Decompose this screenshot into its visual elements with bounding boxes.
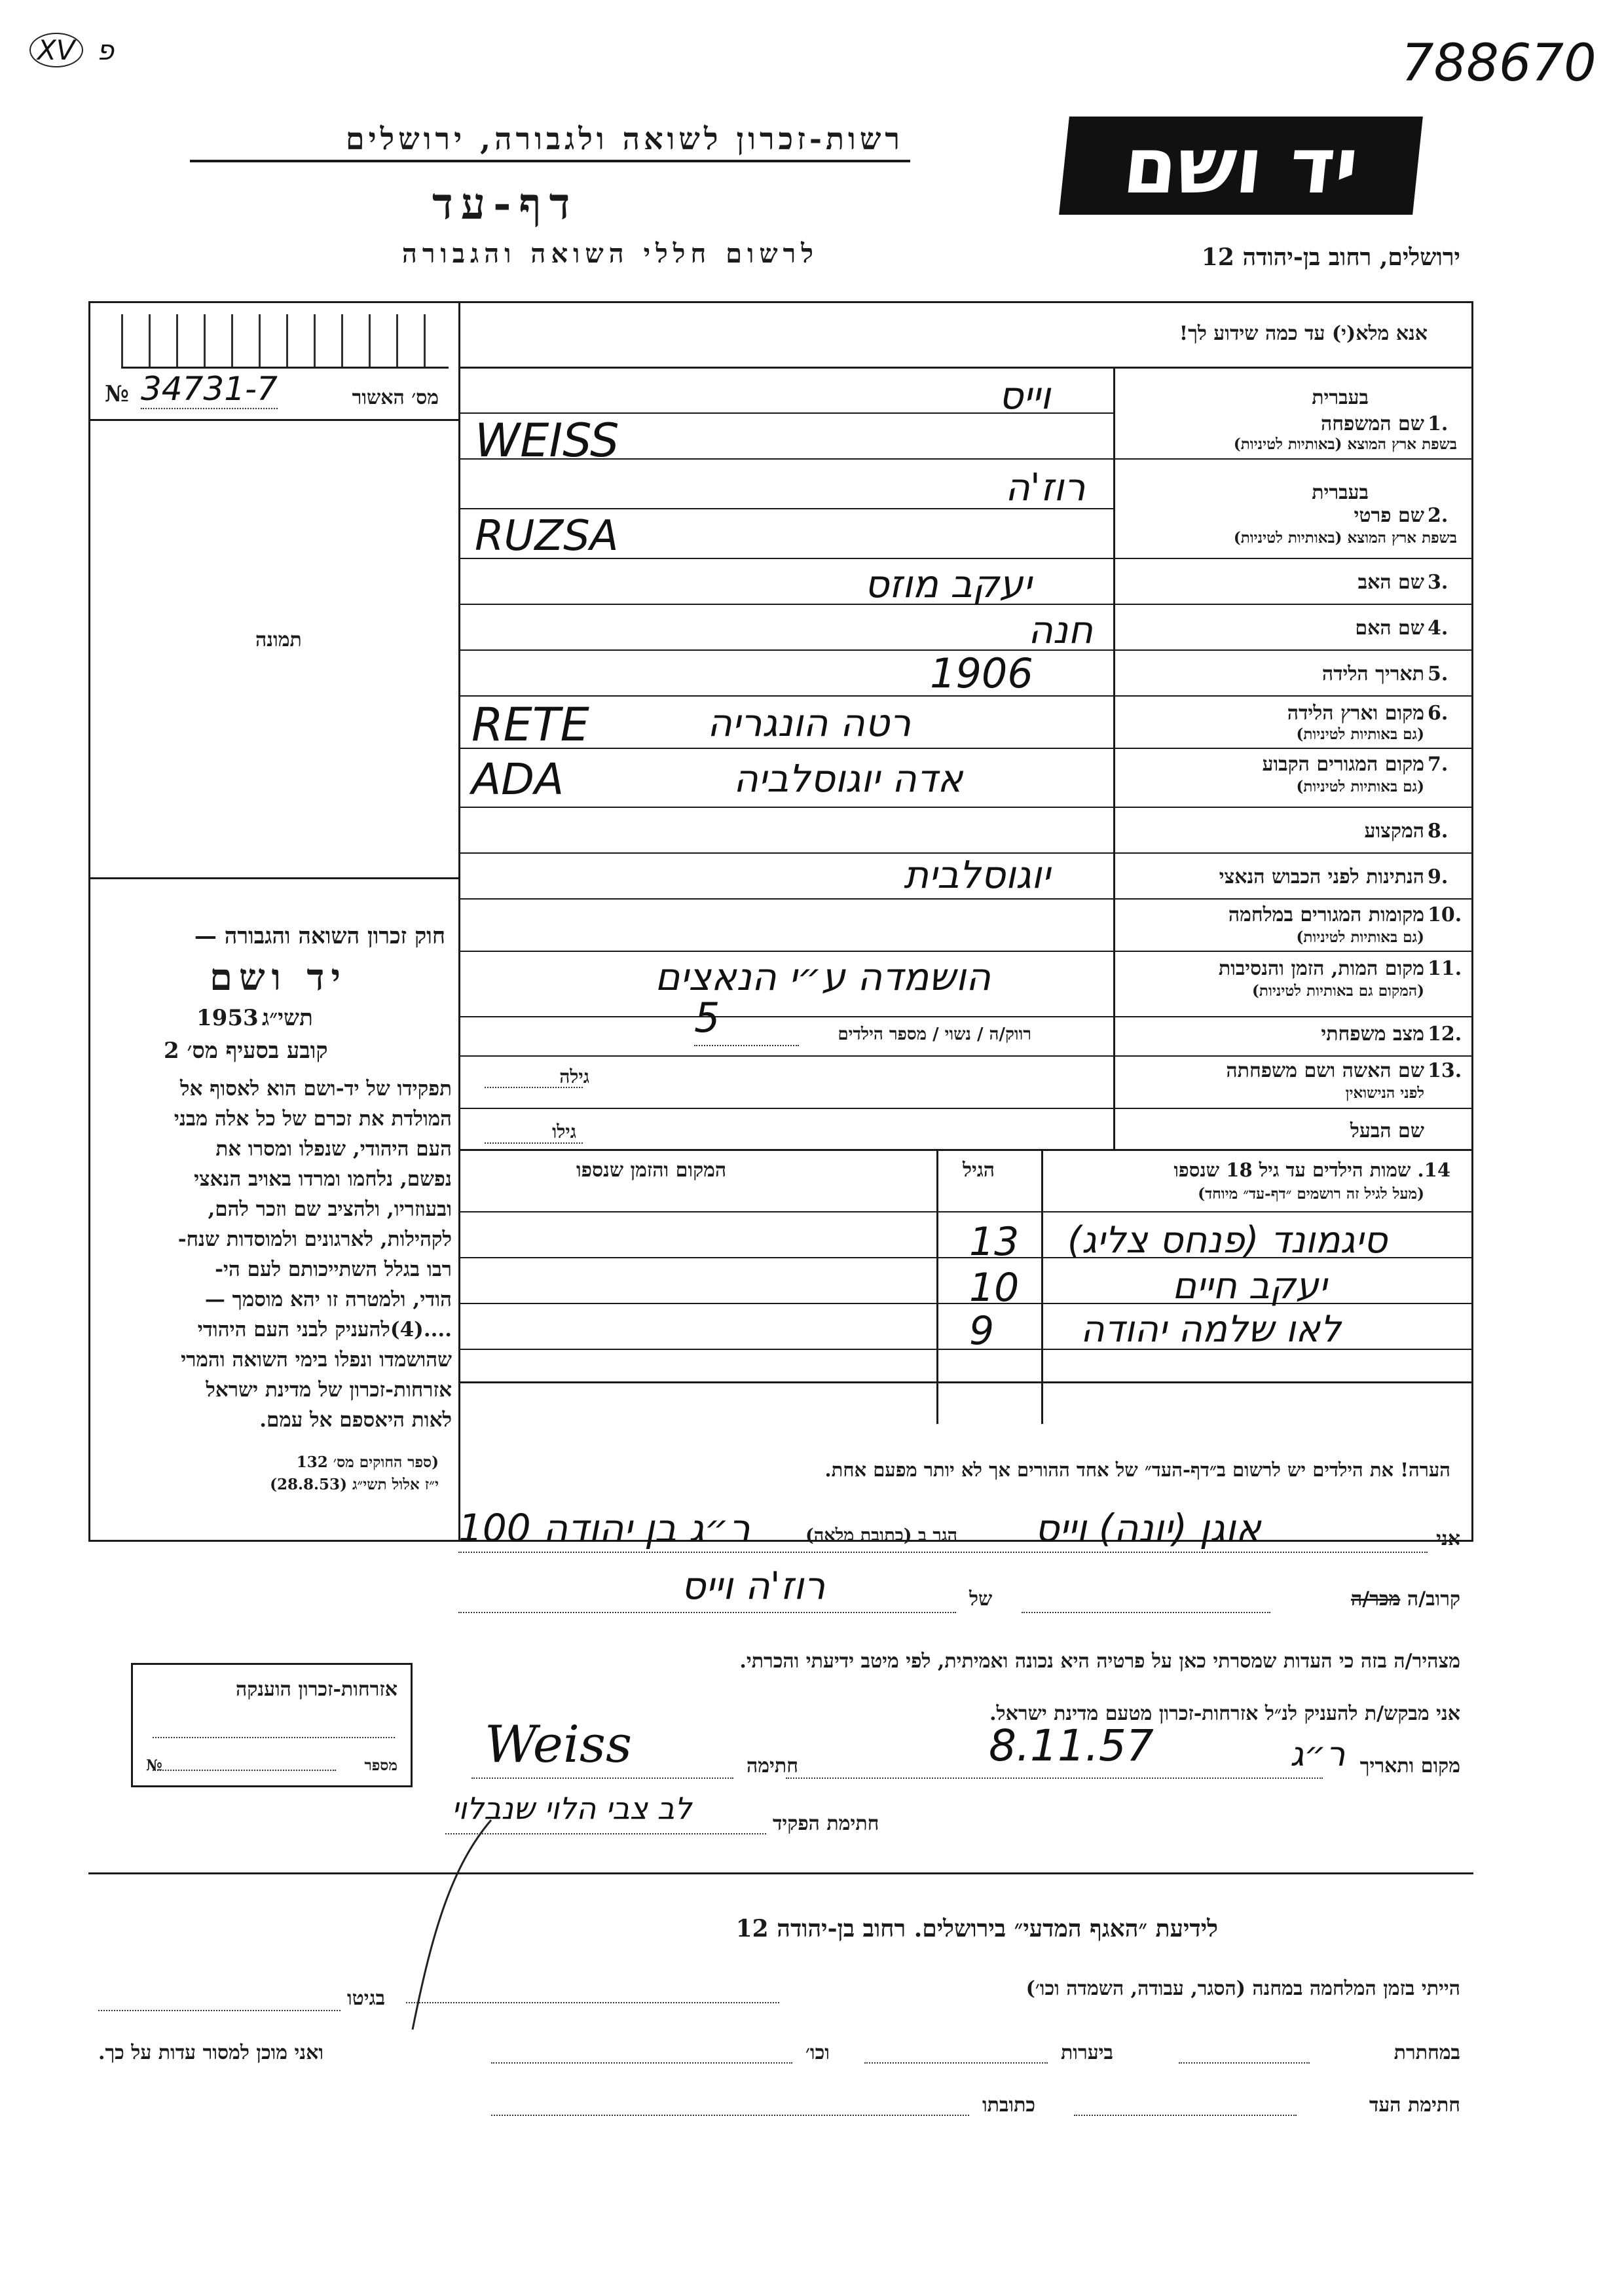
child-1-age: 13: [969, 1219, 1020, 1265]
field-11-sub: (המקום גם באותיות לטיניות): [1252, 982, 1424, 1000]
cert-number-prefix: №: [105, 381, 129, 407]
field-10-label: מקומות המגורים במלחמה: [1228, 903, 1424, 926]
field-1-latin-value: WEISS: [475, 414, 619, 467]
footer-forests: ביערות: [1061, 2041, 1114, 2064]
field-9-num: 9.: [1428, 866, 1449, 888]
field-3-value: יעקב מוזס: [864, 562, 1032, 606]
marital-options: רווק/ה / נשוי / מספר הילדים: [838, 1025, 1031, 1044]
field-7-sub: (גם באותיות לטיניות): [1296, 778, 1424, 795]
declaration-request: אני מבקש/ת להעניק לנ״ל אזרחות-זכרון מטעם מדינת ישראל.: [989, 1702, 1460, 1725]
children-header-note: (מעל לגיל זה רושמים ״דף-עד״ מיוחד): [1198, 1185, 1424, 1203]
footer-etc: וכו׳: [805, 2041, 830, 2064]
field-9-value: יוגוסלבית: [904, 852, 1050, 897]
child-3-name: לאו שלמה יהודה: [1080, 1308, 1341, 1351]
age-m-line: [485, 1142, 583, 1144]
declarant-address: ר״ג בן יהודה 100: [458, 1506, 750, 1550]
field-4-label: שם האם: [1355, 617, 1424, 640]
form-subtitle: לרשום חללי השואה והגבורה: [401, 238, 819, 269]
field-4-num: 4.: [1428, 617, 1449, 640]
address: ירושלים, רחוב בן-יהודה 12: [1201, 244, 1460, 271]
declarant-name: אוגן (יונה) וייס: [1035, 1506, 1261, 1550]
child-2-age: 10: [969, 1265, 1020, 1311]
footer-willing: ואני מוכן למסור עדות על כך.: [98, 2041, 324, 2064]
photo-label: תמונה: [255, 629, 302, 651]
place-date-line: [786, 1777, 1323, 1779]
officer-label: חתימת הפקיד: [773, 1812, 879, 1835]
place-value: ר״ג: [1290, 1735, 1346, 1774]
relative-name: רוז'ה וייס: [681, 1563, 826, 1608]
field-11-label: מקום המות, הזמן והנסיבות: [1218, 957, 1424, 980]
field-5-num: 5.: [1428, 663, 1449, 685]
cert-number-value: 34731-7: [141, 370, 278, 408]
margin-mark: XV פ: [29, 34, 114, 66]
of-label: של: [969, 1588, 993, 1611]
signature-label: חתימה: [747, 1755, 798, 1777]
signature: Weiss: [485, 1715, 632, 1774]
officer-signature: לב צבי הלוי שנבלוי: [452, 1791, 692, 1826]
footer-underground: במחתרת: [1393, 2041, 1460, 2064]
field-6-num: 6.: [1428, 702, 1449, 725]
row-line: [458, 951, 1473, 952]
signature-line: [471, 1777, 733, 1779]
sidebar-year: 1953: [196, 1005, 259, 1031]
footer-dot-2b: [864, 2062, 1048, 2064]
husband-label: שם הבעל: [1350, 1120, 1424, 1142]
citizenship-box-title: אזרחות-זכרון הוענקה: [235, 1678, 397, 1701]
field-2-sub: בשפת ארץ המוצא (באותיות לטיניות): [1233, 529, 1457, 547]
sidebar-year-heb: תשי״ג: [262, 1005, 313, 1031]
sidebar-footnote-2: י״ז אלול תשי״ג (28.8.53): [270, 1476, 439, 1493]
declaration-line-2b: [1022, 1612, 1270, 1613]
yad-vashem-logo: יד ושם: [1059, 117, 1423, 215]
footer-title: לידיעת ״האגף המדעי״ בירושלים. רחוב בן-יהודה 12: [735, 1915, 1218, 1942]
children-note: הערה! את הילדים יש לרשום ב״דף-העד״ של אחד ההורים אך לא יותר מפעם אחת.: [824, 1459, 1450, 1481]
field-2-num: 2.: [1428, 504, 1449, 527]
field-12-value: 5: [694, 994, 720, 1042]
field-6-sub: (גם באותיות לטיניות): [1296, 725, 1424, 743]
place-date-label: מקום ותאריך: [1359, 1755, 1460, 1777]
citizenship-num-prefix: №: [146, 1757, 162, 1774]
row-line: [458, 898, 1473, 900]
field-12-label: מצב משפחתי: [1321, 1023, 1424, 1046]
relation-label: קרוב/ה מכר/ה: [1351, 1588, 1460, 1611]
row-line: [458, 807, 1473, 808]
field-5-label: תאריך הלידה: [1321, 663, 1424, 685]
cert-row-line: [88, 419, 458, 421]
field-8-num: 8.: [1428, 820, 1449, 843]
field-12-num: 12.: [1428, 1023, 1462, 1046]
child-1-name: סיגמונד (פנחס צליג): [1067, 1219, 1388, 1262]
field-3-label: שם האב: [1357, 571, 1424, 594]
children-header-names: 14. שמות הילדים עד גיל 18 שנספו: [1173, 1159, 1450, 1181]
field-1-num: 1.: [1428, 412, 1449, 435]
footer-witness-signature: חתימת העד: [1369, 2094, 1460, 2117]
label-column-divider: [1113, 367, 1115, 1149]
field-8-label: המקצוע: [1364, 820, 1424, 843]
field-9-label: הנתינות לפני הכבוש הנאצי: [1219, 866, 1424, 888]
citizenship-num-label: מספר: [364, 1757, 397, 1774]
children-header-place: המקום והזמן שנספו: [576, 1159, 727, 1182]
child-2-name: יעקב חיים: [1172, 1265, 1327, 1307]
field-7-hebrew-value: אדה יוגוסלביה: [733, 756, 963, 801]
citizenship-box: [131, 1663, 413, 1787]
field-10-num: 10.: [1428, 903, 1462, 926]
declaration-statement: מצהיר/ה בזה כי העדות שמסרתי כאן על פרטיה היא נכונה ואמיתית, לפי מיטב ידיעתי והכרתי.: [739, 1650, 1460, 1673]
footer-line-1: הייתי בזמן המלחמה במחנה (הסגר, עבודה, השמדה וכו׳): [1025, 1977, 1460, 2000]
footer-dot-2a: [1179, 2062, 1310, 2064]
field-3-num: 3.: [1428, 571, 1449, 594]
footer-line-1-end: בגיטו: [347, 1987, 386, 2010]
field-6-hebrew-value: רטה הונגריה: [707, 701, 912, 745]
row-line: [458, 1016, 1473, 1017]
sidebar-footnote-1: (ספר החוקים מס׳ 132: [296, 1453, 439, 1471]
hebrew-label-2: בעברית: [1312, 481, 1369, 504]
children-header-age: הגיל: [963, 1159, 995, 1182]
sidebar-divider: [458, 301, 460, 1542]
footer-dot-3a: [1074, 2115, 1297, 2116]
field-13-sub: לפני הנישואין: [1345, 1084, 1424, 1102]
citizenship-line-1: [153, 1737, 395, 1738]
field-7-label: מקום המגורים הקבוע: [1262, 753, 1424, 776]
field-1-sub: בשפת ארץ המוצא (באותיות לטיניות): [1233, 435, 1457, 453]
footer-dot-3b: [491, 2115, 969, 2116]
field-13-label: שם האשה ושם משפחתה: [1226, 1059, 1424, 1082]
authority-line: רשות-זכרון לשואה ולגבורה, ירושלים: [345, 121, 904, 156]
footer-dot-2c: [491, 2062, 792, 2064]
children-count-line: [694, 1045, 799, 1046]
field-11-value: הושמדה ע״י הנאצים: [655, 955, 991, 999]
footer-top-line: [88, 1872, 1473, 1874]
age-label-m: גילו: [552, 1121, 576, 1142]
form-title: דף-עד: [432, 178, 578, 229]
hebrew-label-1: בעברית: [1312, 386, 1369, 409]
field-1-hebrew-value: וייס: [999, 373, 1051, 418]
child-3-age: 9: [969, 1308, 995, 1354]
archive-number: 788670: [1401, 34, 1596, 93]
declaration-line-1: [458, 1552, 1428, 1553]
row-line: [458, 1055, 1473, 1057]
row-line: [458, 1108, 1473, 1109]
top-row-line: [458, 367, 1473, 369]
footer-dot-1: [406, 2002, 779, 2003]
field-7-latin-value: ADA: [471, 754, 564, 805]
resides-label: הגר ב (כתובת מלאה): [805, 1525, 958, 1546]
sidebar-law-text: תפקידו של יד-ושם הוא לאסוף אל המולדת את זכרם של כל אלה מבני העם היהודי, שנפלו ומסרו את נפשם, נלחמו ומרדו באויב הנאצי ובעוזריו, ולהציב שם וזכר להם, לקהילות, לארגונים ולמוסדות שנח- רבו בגלל השתייכותם לעם הי- הודי, ולמטרה זו יהא מוסמך — ....(4)להעניק לבני העם היהודי שהושמדו ונפלו בימי השואה והמרי אזרחות-זכרון של מדינת ישראל לאות היאספם אל עמם.: [174, 1077, 452, 1432]
please-notice: אנא מלא(י) עד כמה שידוע לך!: [1179, 322, 1428, 345]
law-title: חוק זכרון השואה והגבורה —: [194, 923, 445, 949]
field-10-sub: (גם באותיות לטיניות): [1296, 928, 1424, 946]
authority-underline: [190, 160, 910, 162]
date-value: 8.11.57: [989, 1721, 1154, 1771]
age-f-line: [485, 1087, 583, 1088]
field-5-value: 1906: [930, 649, 1033, 697]
field-4-value: חנה: [1028, 608, 1094, 652]
field-6-latin-value: RETE: [471, 698, 589, 752]
sidebar-logo: יד ושם: [210, 956, 348, 999]
footer-dot-1b: [98, 2010, 341, 2011]
field-1-label: שם המשפחה: [1320, 412, 1424, 435]
row-line: [458, 748, 1473, 749]
declarant-label: אני: [1436, 1527, 1460, 1550]
field-7-num: 7.: [1428, 753, 1449, 776]
field-13-num: 13.: [1428, 1059, 1462, 1082]
photo-bottom-line: [88, 877, 458, 879]
children-header-line: [458, 1211, 1473, 1212]
footer-address: כתובתו: [982, 2094, 1036, 2117]
sidebar-clause: קובע בסעיף מס׳ 2: [164, 1038, 328, 1064]
field-6-label: מקום וארץ הלידה: [1287, 702, 1424, 725]
children-bottom-line: [458, 1381, 1473, 1383]
declaration-line-2: [458, 1612, 956, 1613]
citizenship-line-2: [153, 1770, 336, 1771]
cert-tick-box: [121, 314, 449, 369]
field-2-latin-value: RUZSA: [475, 512, 619, 560]
field-2-hebrew-value: רוז'ה: [1005, 465, 1086, 509]
field-2-label: שם פרטי: [1354, 504, 1424, 527]
field-11-num: 11.: [1428, 957, 1462, 980]
age-label-f: גילה: [559, 1066, 589, 1087]
row-line: [458, 1149, 1473, 1151]
cert-number-label: מס׳ האשור: [352, 386, 439, 409]
